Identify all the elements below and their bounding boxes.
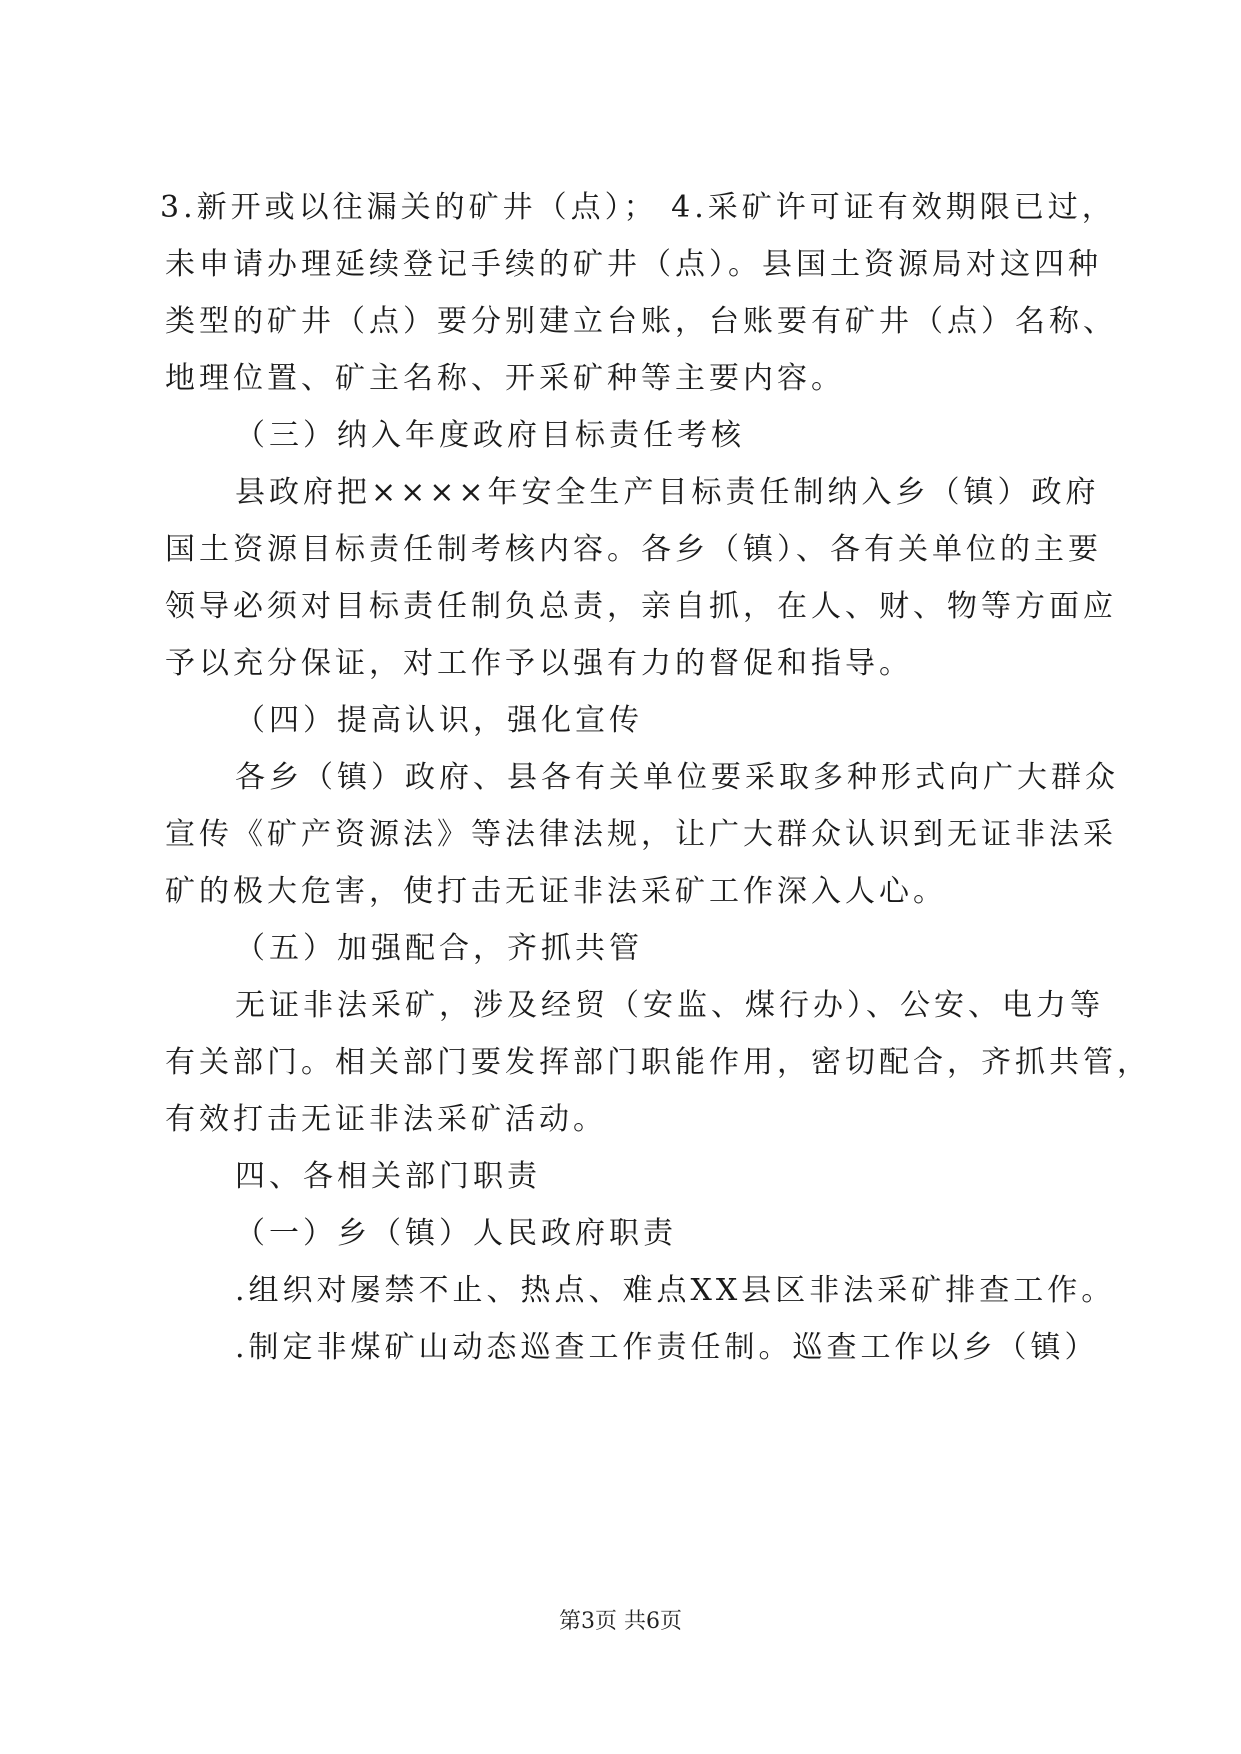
section-heading: 四、各相关部门职责: [235, 1159, 541, 1194]
paragraph-line: 3.新开或以往漏关的矿井（点）； 4.采矿许可证有效期限已过，: [160, 190, 1116, 225]
paragraph-line: 各乡（镇）政府、县各有关单位要采取多种形式向广大群众: [235, 760, 1119, 795]
paragraph-line: 国土资源目标责任制考核内容。各乡（镇）、各有关单位的主要: [165, 532, 1102, 567]
section-heading: （五）加强配合，齐抓共管: [235, 931, 643, 966]
paragraph-line: 矿的极大危害，使打击无证非法采矿工作深入人心。: [165, 874, 947, 909]
section-heading: （三）纳入年度政府目标责任考核: [235, 418, 745, 453]
paragraph-line: 类型的矿井（点）要分别建立台账，台账要有矿井（点）名称、: [165, 304, 1117, 339]
section-heading: （一）乡（镇）人民政府职责: [235, 1216, 677, 1251]
page-footer: 第3页 共6页: [559, 1609, 682, 1634]
list-item: .组织对屡禁不止、热点、难点XX县区非法采矿排查工作。: [235, 1273, 1116, 1308]
paragraph-line: 宣传《矿产资源法》等法律法规，让广大群众认识到无证非法采: [165, 817, 1117, 852]
paragraph-line: 予以充分保证，对工作予以强有力的督促和指导。: [165, 646, 913, 681]
paragraph-line: 县政府把××××年安全生产目标责任制纳入乡（镇）政府: [235, 475, 1100, 510]
paragraph-line: 领导必须对目标责任制负总责，亲自抓，在人、财、物等方面应: [165, 589, 1117, 624]
paragraph-line: 有效打击无证非法采矿活动。: [165, 1102, 607, 1137]
paragraph-line: 有关部门。相关部门要发挥部门职能作用，密切配合，齐抓共管，: [165, 1045, 1151, 1080]
paragraph-line: 地理位置、矿主名称、开采矿种等主要内容。: [165, 361, 845, 396]
list-item: .制定非煤矿山动态巡查工作责任制。巡查工作以乡（镇）: [235, 1330, 1099, 1365]
section-heading: （四）提高认识，强化宣传: [235, 703, 643, 738]
paragraph-line: 无证非法采矿，涉及经贸（安监、煤行办）、公安、电力等: [235, 988, 1104, 1023]
paragraph-line: 未申请办理延续登记手续的矿井（点）。县国土资源局对这四种: [165, 247, 1102, 282]
